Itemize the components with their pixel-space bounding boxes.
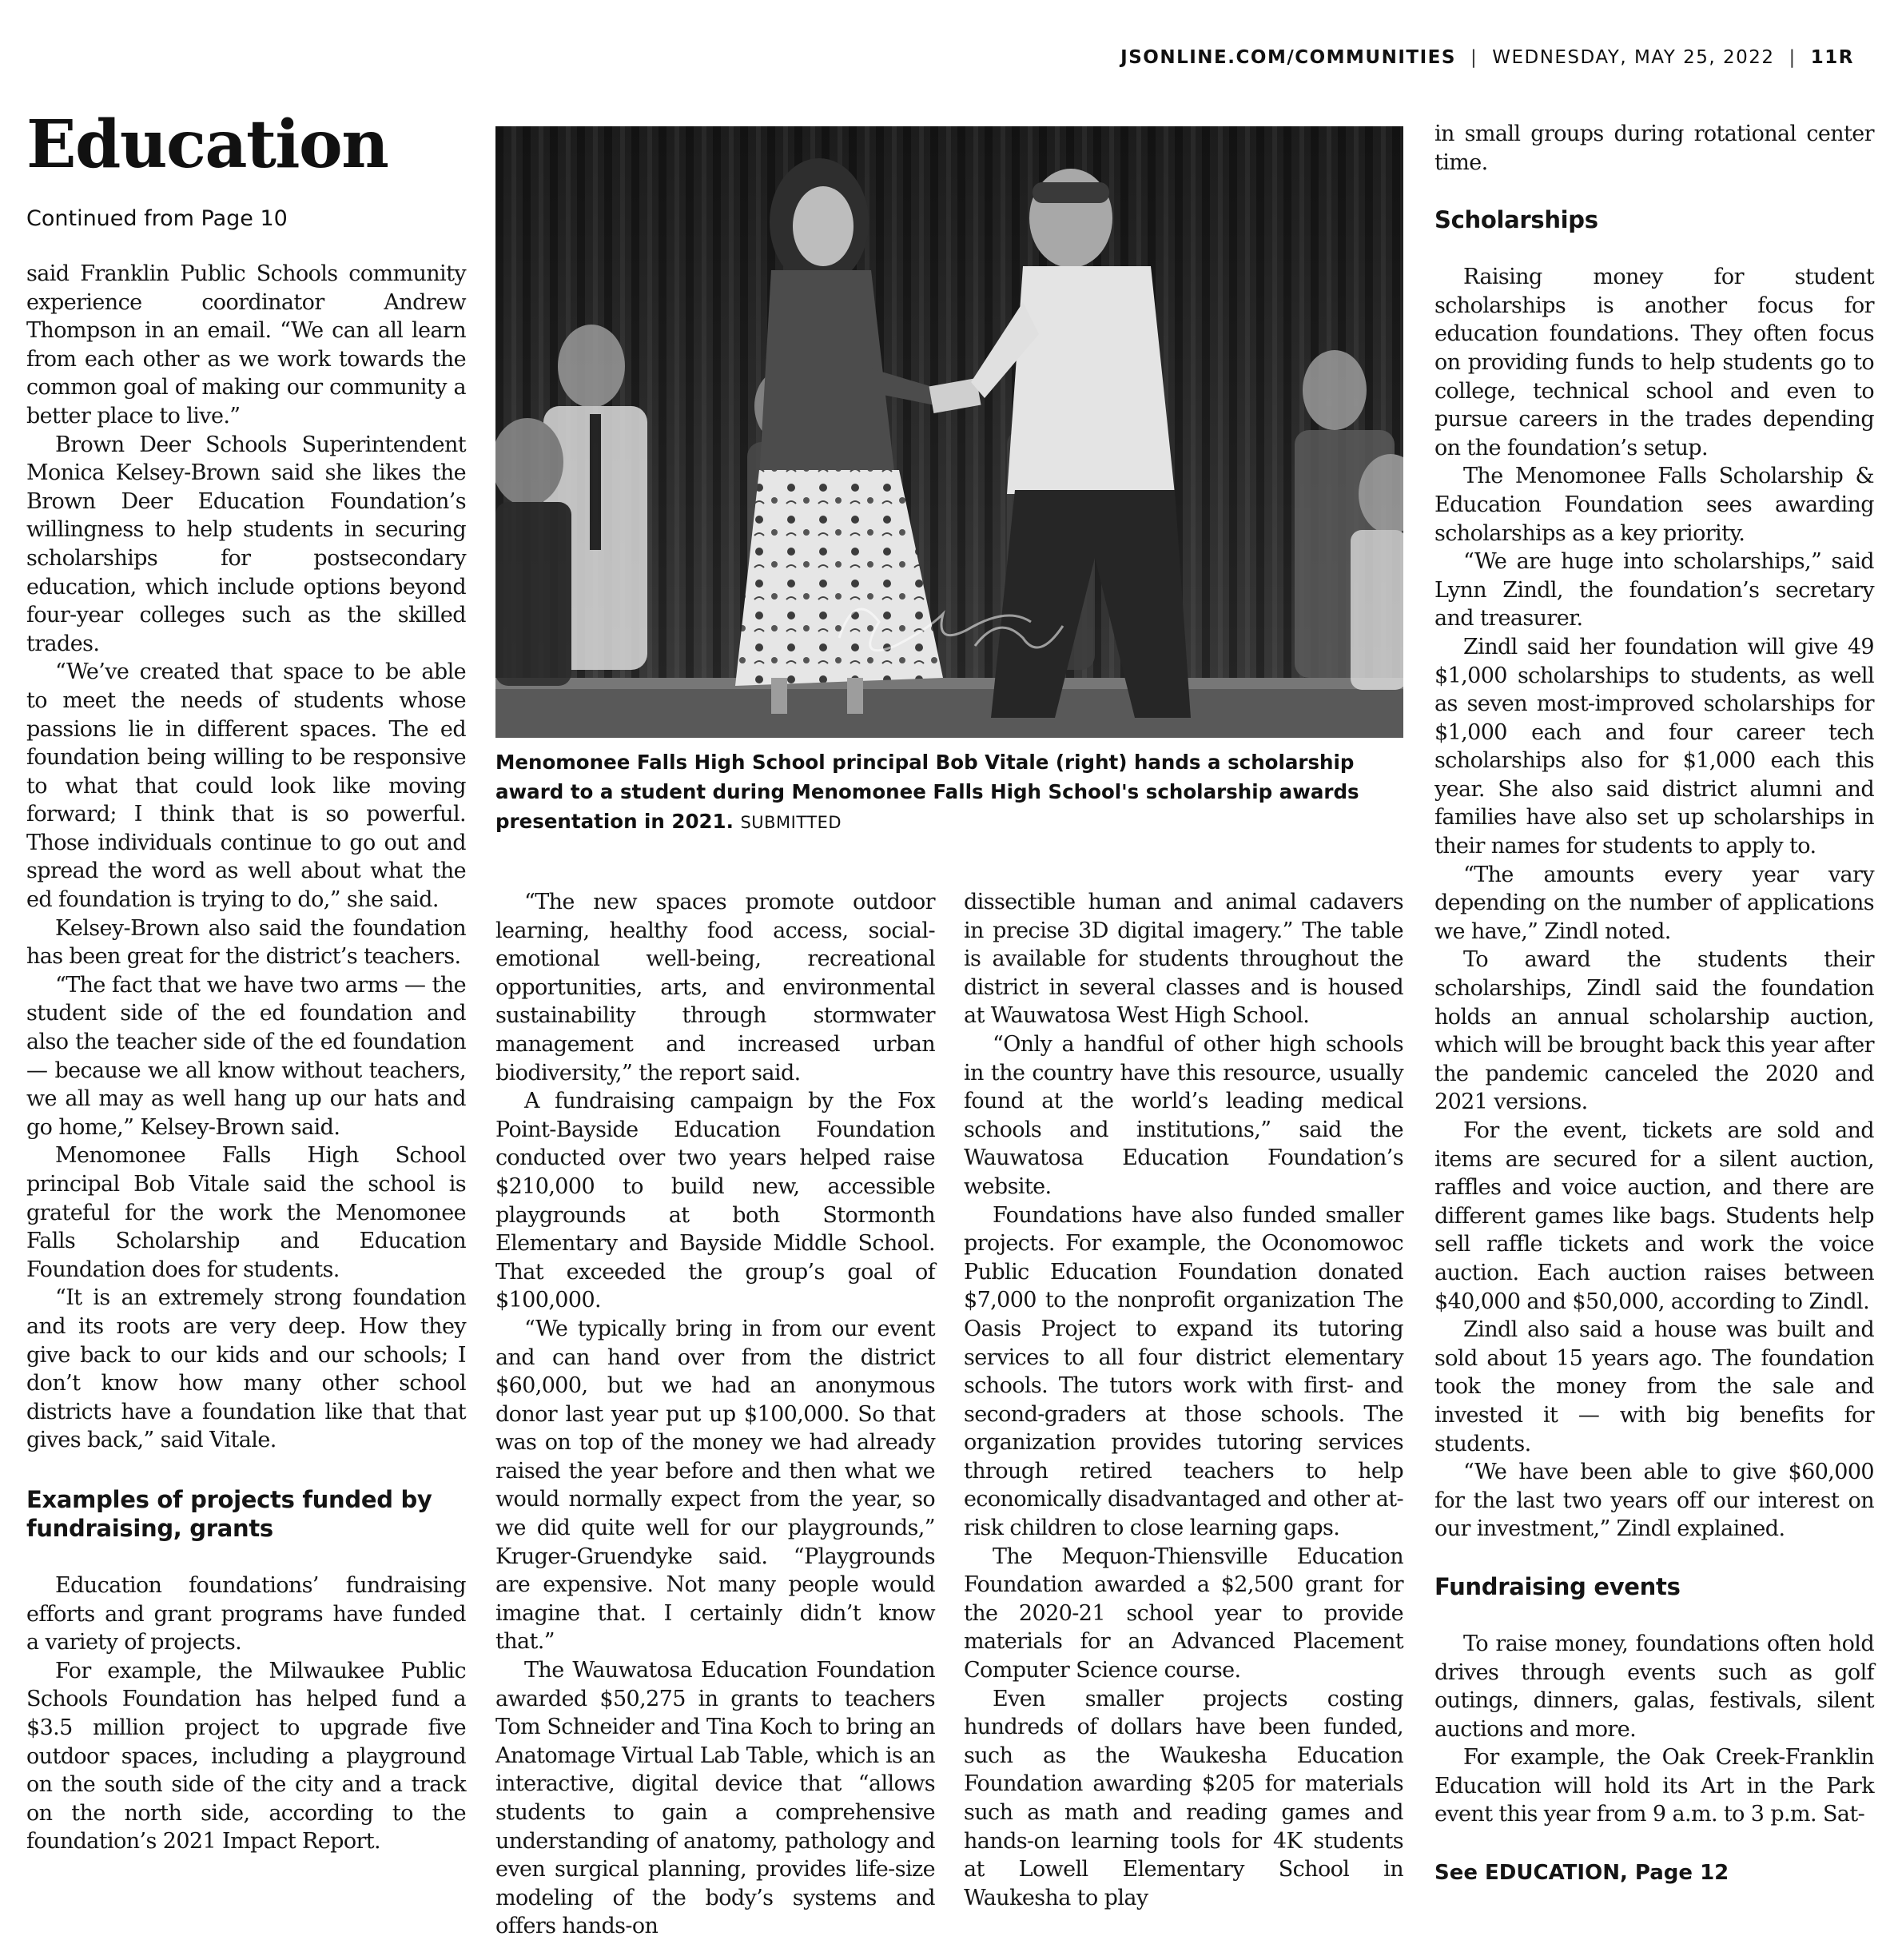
paragraph: “It is an extremely strong foundation and its roots are very deep. How they give back to our kids and our schools; I don’t know how many other school districts have a foundation like that that gives back,” said Vitale. <box>26 1285 466 1453</box>
paragraph: dissectible human and animal cadavers in precise 3D digital imagery.” The table is available for students throughout the district in several classes and is housed at Wauwatosa West High School. <box>964 890 1403 1029</box>
paragraph: “Only a handful of other high schools in the country have this resource, usually found at the world’s leading medical schools and institutions,” said the Wauwatosa Education Foundation’s website. <box>964 1031 1403 1199</box>
page-number: 11R <box>1810 47 1854 68</box>
caption-text: Menomonee Falls High School principal Bob Vitale (right) hands a scholarship award to a student during Menomonee Falls High School's scholarship awards presentation in 2021. <box>495 751 1359 833</box>
paragraph: “The new spaces promote outdoor learning, healthy food access, social-emotional well-being, recreational opportunities, arts, and environmental sustainability through stormwater management and increased urban biodiversity,” the report said. <box>495 890 935 1086</box>
subheading-fundraising-events: Fundraising events <box>1434 1572 1681 1600</box>
photo-credit: SUBMITTED <box>740 813 842 832</box>
paragraph: Foundations have also funded smaller projects. For example, the Oconomowoc Public Education Foundation donated $7,000 to the nonprofit organization The Oasis Project to expand its tutoring services to all four district elementary schools. The tutors work with first- and second-graders at those schools. The organization provides tutoring services through retired teachers to help economically disadvantaged and other at-risk children to close learning gaps. <box>964 1202 1403 1541</box>
paragraph: said Franklin Public Schools community experience coordinator Andrew Thompson in an email. “We can all learn from each other as we work towards the common goal of making our community a better place to live.” <box>26 261 466 428</box>
paragraph: Brown Deer Schools Superintendent Monica Kelsey-Brown said she likes the Brown Deer Education Foundation’s willingness to help students in securing scholarships for postsecondary education, which include options beyond four-year colleges such as the skilled trades. <box>26 432 466 656</box>
paragraph: Zindl said her foundation will give 49 $1,000 scholarships to students, as well as seven most-improved scholarships for $1,000 each and four career tech scholarships also for $1,000 each this year. She also said district alumni and families have also set up scholarships in their names for students to apply to. <box>1434 634 1874 859</box>
issue-date: WEDNESDAY, MAY 25, 2022 <box>1492 47 1775 68</box>
paragraph: “We typically bring in from our event and can hand over from the district $60,000, but we had an anonymous donor last year put up $100,000. So that was on top of the money we had already raised the year before and then what we would normally expect from the year, so we did quite well for our playgrounds,” Kruger-Gruendyke said. “Playgrounds are expensive. Not many people would imagine that. I certainly didn’t know that.” <box>495 1316 935 1655</box>
article-column-3 <box>964 888 1403 1912</box>
photo-caption <box>495 747 1403 838</box>
article-column-2 <box>495 888 935 1941</box>
paragraph: in small groups during rotational center time. <box>1434 122 1874 175</box>
header-separator: | <box>1470 47 1478 68</box>
paragraph: The Wauwatosa Education Foundation awarded $50,275 in grants to teachers Tom Schneider and Tina Koch to bring an Anatomage Virtual Lab Table, which is an interactive, digital device that “allows students to gain a comprehensive understanding of anatomy, pathology and even surgical planning, provides life-size modeling of the body’s systems and offers hands-on <box>495 1658 935 1939</box>
paragraph: “We are huge into scholarships,” said Lynn Zindl, the foundation’s secretary and treasurer. <box>1434 549 1874 631</box>
paragraph: “The amounts every year vary depending on the number of applications we have,” Zindl noted. <box>1434 862 1874 944</box>
section-title: Education <box>26 106 388 183</box>
paragraph: The Menomonee Falls Scholarship & Education Foundation sees awarding scholarships as a key priority. <box>1434 464 1874 546</box>
paragraph: Zindl also said a house was built and sold about 15 years ago. The foundation took the money from the sale and invested it — with big benefits for students. <box>1434 1317 1874 1456</box>
article-column-4 <box>1434 120 1874 1888</box>
article-column-1 <box>26 260 466 1856</box>
paragraph: The Mequon-Thiensville Education Foundation awarded a $2,500 grant for the 2020-21 school year to provide materials for an Advanced Placement Computer Science course. <box>964 1544 1403 1683</box>
paragraph: For example, the Oak Creek-Franklin Education will hold its Art in the Park event this year from 9 a.m. to 3 p.m. Sat- <box>1434 1745 1874 1827</box>
paragraph: Kelsey-Brown also said the foundation has been great for the district’s teachers. <box>26 915 466 970</box>
paragraph: A fundraising campaign by the Fox Point-Bayside Education Foundation conducted over two years helped raise $210,000 to build new, accessible playgrounds at both Stormonth Elementary and Bayside Middle School. That exceeded the group’s goal of $100,000. <box>495 1089 935 1313</box>
header-separator: | <box>1789 47 1797 68</box>
jump-line-link[interactable]: See EDUCATION, Page 12 <box>1434 1861 1729 1886</box>
paragraph: “We’ve created that space to be able to meet the needs of students whose passions lie in different spaces. The ed foundation being willing to be responsive to what that could look like moving forward; I think that is so powerful. Those individuals continue to go out and spread the word as well about what the ed foundation is trying to do,” she said. <box>26 659 466 913</box>
paragraph: Even smaller projects costing hundreds of dollars have been funded, such as the Waukesha Education Foundation awarding $205 for materials such as math and reading games and hands-on learning tools for 4K students at Lowell Elementary School in Waukesha to play <box>964 1686 1403 1910</box>
paragraph: To award the students their scholarships, Zindl said the foundation holds an annual scholarship auction, which will be brought back this year after the pandemic canceled the 2020 and 2021 versions. <box>1434 947 1874 1115</box>
subheading-scholarships: Scholarships <box>1434 206 1598 234</box>
paragraph: “The fact that we have two arms — the student side of the ed foundation and also the teacher side of the ed foundation — because we all know without teachers, we all may as well hang up our hats and go home,” Kelsey-Brown said. <box>26 972 466 1140</box>
paragraph: Raising money for student scholarships is another focus for education foundations. They often focus on providing funds to help students go to college, technical school and even to pursue careers in the trades depending on the foundation’s setup. <box>1434 265 1874 460</box>
paragraph: For the event, tickets are sold and items are secured for a silent auction, raffles and voice auction, and there are different games like bags. Students help sell raffle tickets and work the voice auction. Each auction raises between $40,000 and $50,000, according to Zindl. <box>1434 1118 1874 1314</box>
site-url[interactable]: JSONLINE.COM/COMMUNITIES <box>1120 47 1456 68</box>
paragraph: “We have been able to give $60,000 for the last two years off our interest on our investment,” Zindl explained. <box>1434 1460 1874 1542</box>
paragraph: For example, the Milwaukee Public Schools Foundation has helped fund a $3.5 million project to upgrade five outdoor spaces, including a playground on the south side of the city and a track on the north side, according to the foundation’s 2021 Impact Report. <box>26 1658 466 1854</box>
subheading-projects: Examples of projects funded by fundraising, grants <box>26 1485 432 1542</box>
continued-from-label: Continued from Page 10 <box>26 206 288 231</box>
paragraph: Education foundations’ fundraising efforts and grant programs have funded a variety of projects. <box>26 1572 466 1655</box>
paragraph: To raise money, foundations often hold drives through events such as golf outings, dinners, galas, festivals, silent auctions and more. <box>1434 1631 1874 1742</box>
article-photo <box>495 126 1403 738</box>
paragraph: Menomonee Falls High School principal Bob Vitale said the school is grateful for the work the Menomonee Falls Scholarship and Education Foundation does for students. <box>26 1143 466 1282</box>
page-header <box>1120 42 1854 74</box>
photo-illustration <box>495 126 1403 738</box>
